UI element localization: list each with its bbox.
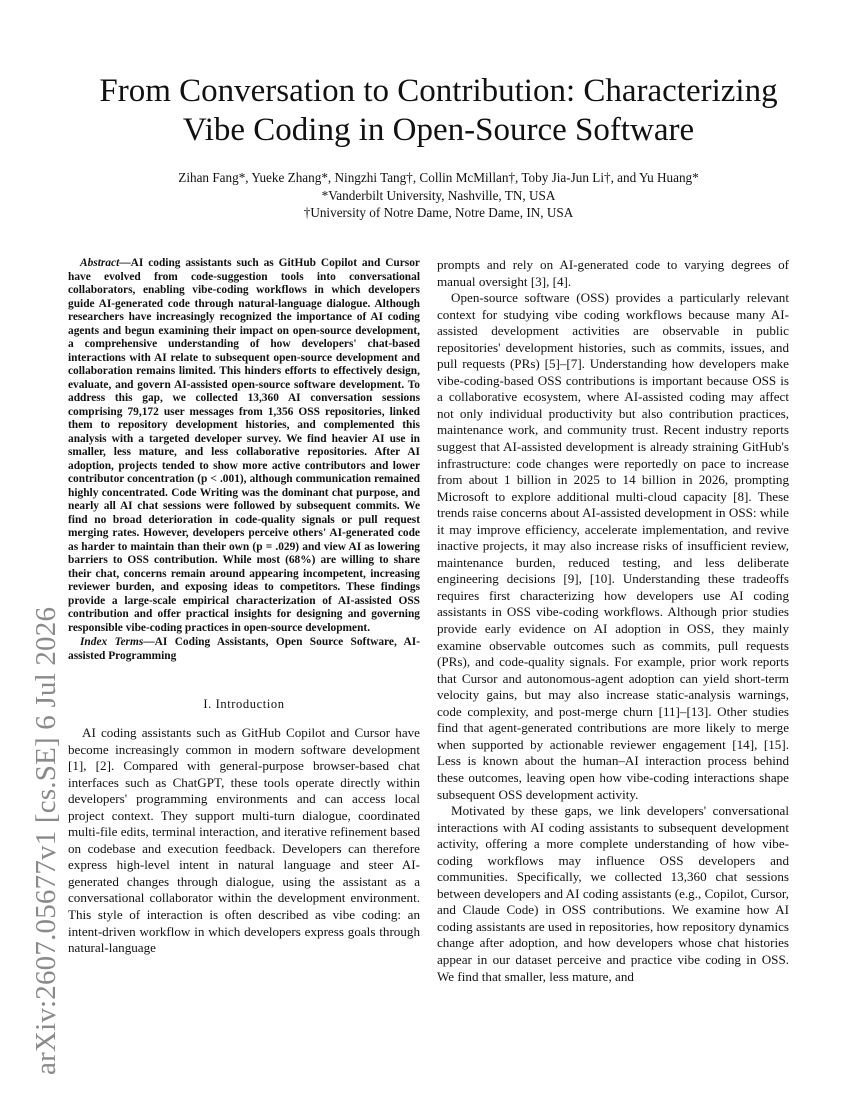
abstract-text: —AI coding assistants such as GitHub Copilot and Cursor have evolved from code-suggestion tools into conversational collaborators, enabling vibe-coding workflows in which developers guide AI-generated code through natural-language dialogue. Although researchers have increasingly recognized the importance of AI coding agents and begun examining their impact on open-source development, a comprehensive understanding of how developers' chat-based interactions with AI relate to subsequent open-source development and collaboration remains limited. This hinders efforts to effectively design, evaluate, and govern AI-assisted open-source software development. To address this gap, we collected 13,360 AI conversation sessions comprising 79,172 user messages from 1,356 OSS repositories, linked them to repository development histories, and complemented this analysis with a targeted developer survey. We find heavier AI use in smaller, less mature, and less collaborative repositories. After AI adoption, projects tended to show more active contributors and lower contributor concentration (p < .001), although communication remained highly concentrated. Code Writing was the dominant chat purpose, and nearly all AI chat sessions were followed by subsequent commits. We find no broad deterioration in code-quality signals or pull request merging rates. However, developers perceive others' AI-generated code as harder to maintain than their own (p = .029) and view AI as lowering barriers to OSS contribution. While most (68%) are willing to share their chat, concerns remain around appearing incompetent, increasing reviewer burden, and exposing ideas to competitors. These findings provide a large-scale empirical characterization of AI-assisted OSS contribution and offer practical insights for designing and governing responsible vibe-coding practices in open-source development. xyxy=(68,257,420,634)
arxiv-identifier: arXiv:2607.05677v1 [cs.SE] 6 Jul 2026 xyxy=(30,606,62,1075)
abstract xyxy=(68,257,420,635)
paper-title xyxy=(60,72,817,150)
index-terms xyxy=(68,636,420,663)
intro-paragraph-1: AI coding assistants such as GitHub Copilot and Cursor have become increasingly common in modern software development [1], [2]. Compared with general-purpose browser-based chat interfaces such as ChatGPT, these tools operate directly within developers' programming environments and can access local project context. They support multi-turn dialogue, coordinated multi-file edits, terminal interaction, and iterative refinement based on codebase and execution feedback. Developers can therefore express high-level intent in natural language and steer AI-generated changes through dialogue, using the assistant as a conversational collaborator within the development environment. This style of interaction is often described as vibe coding: an intent-driven workflow in which developers express goals through natural-language xyxy=(68,725,420,956)
author-list: Zihan Fang*, Yueke Zhang*, Ningzhi Tang†, Collin McMillan†, Toby Jia-Jun Li†, and Yu Huang* xyxy=(178,170,699,185)
intro-paragraph-3: Motivated by these gaps, we link developers' conversational interactions with AI coding assistants to subsequent development activity, offering a more complete understanding of how vibe-coding workflows may influence OSS developers and communities. Specifically, we collected 13,360 chat sessions between developers and AI coding assistants (e.g., Copilot, Cursor, and Claude Code) in OSS contributions. We examine how AI coding assistants are used in repositories, how repository dynamics change after adoption, and how developers whose chat histories appear in our dataset perceive and practice vibe coding in OSS. We find that smaller, less mature, and xyxy=(437,803,789,984)
left-column xyxy=(68,257,420,957)
intro-paragraph-2: Open-source software (OSS) provides a particularly relevant context for studying vibe coding workflows because many AI-assisted development activities are observable in public repositories' development histories, such as commits, issues, and pull requests (PRs) [5]–[7]. Understanding how developers make vibe-coding-based OSS contributions is important because OSS is a collaborative ecosystem, where AI-assisted coding may affect not only individual productivity but also contribution practices, maintenance work, and community trust. Recent industry reports suggest that AI-assisted development is already straining GitHub's infrastructure: code changes were reportedly on pace to increase from about 1 billion in 2025 to 14 billion in 2026, prompting Microsoft to explore additional multi-cloud capacity [8]. These trends raise concerns about AI-assisted development in OSS: while it may improve efficiency, accelerate implementation, and revive inactive projects, it may also increase risks of insufficient review, maintenance burden, reduced testing, and less deliberate engineering decisions [9], [10]. Understanding these tradeoffs requires first characterizing how developers use AI coding assistants in OSS vibe-coding workflows. Although prior studies provide early evidence on AI adoption in OSS, they mainly examine observable outcomes such as commits, pull requests (PRs), and code-quality signals. For example, prior work reports that Cursor and autonomous-agent adoption can yield short-term velocity gains, but may also increase static-analysis warnings, code complexity, and post-merge churn [11]–[13]. Other studies find that agent-generated contributions are more likely to merge when supported by actionable reviewer engagement [14], [15]. Less is known about the human–AI interaction process behind these outcomes, leaving open how vibe-coding interactions shape subsequent OSS development activity. xyxy=(437,290,789,802)
title-line-1: From Conversation to Contribution: Characterizing xyxy=(99,73,778,109)
affiliation-notre-dame: †University of Notre Dame, Notre Dame, IN, USA xyxy=(303,205,574,220)
abstract-label: Abstract xyxy=(80,257,120,269)
index-terms-text: —AI Coding Assistants, Open Source Software, AI-assisted Programming xyxy=(68,636,420,662)
section-heading-introduction: I. Introduction xyxy=(203,697,285,711)
affiliation-vanderbilt: *Vanderbilt University, Nashville, TN, USA xyxy=(321,188,556,203)
right-column xyxy=(437,257,789,985)
intro-paragraph-1-continued: prompts and rely on AI-generated code to varying degrees of manual oversight [3], [4]. xyxy=(437,257,789,289)
title-line-2: Vibe Coding in Open-Source Software xyxy=(182,112,695,148)
index-terms-label: Index Terms xyxy=(80,636,144,648)
